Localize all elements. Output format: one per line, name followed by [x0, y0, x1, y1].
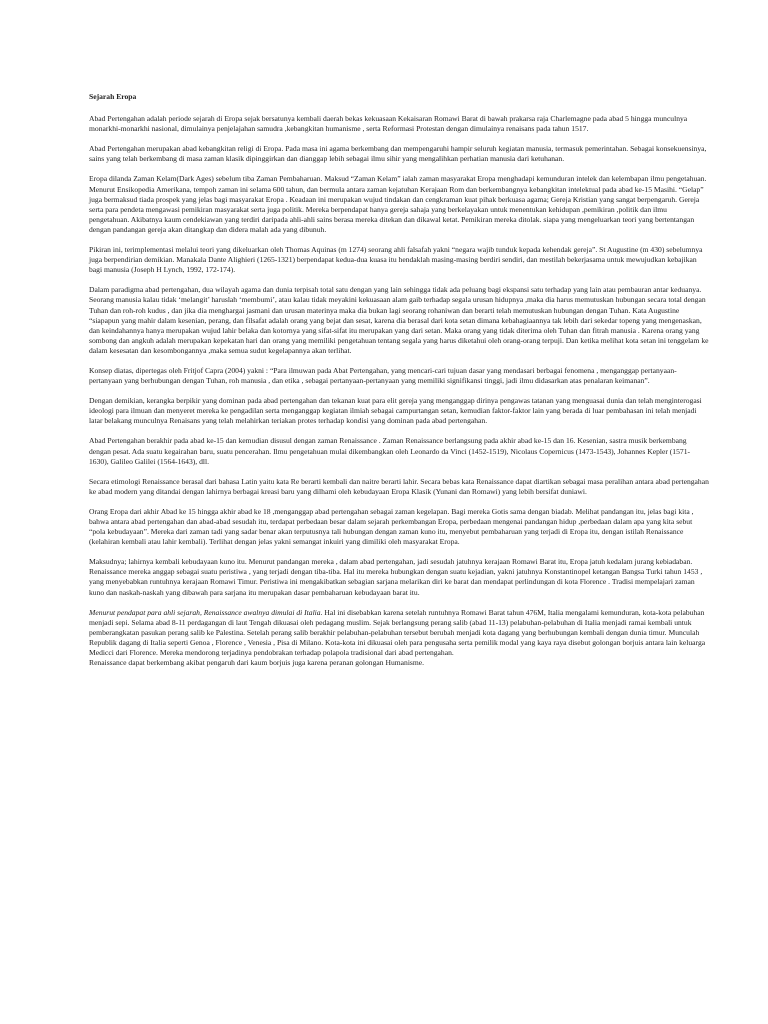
paragraph-religion: Abad Pertengahan merupakan abad kebangkitan religi di Eropa. Pada masa ini agama berkembang dan mempengaruhi hampir seluruh kegiatan manusia, termasuk pemerintahan. Sebagai konsekuensinya, sains yang telah berkembang di masa zaman klasik dipinggirkan dan dianggap lebih sebagai ilmu sihir yang mengalihkan perhatian manusia dari ketuhanan.	[89, 144, 707, 164]
paragraph-italy-body: Hal ini disebabkan karena setelah runtuhnya Romawi Barat tahun 476M, Italia mengalami kemunduran, kota-kota pelabuhan menjadi sepi. Selama abad 8-11 perdagangan di laut Tengah dikuasai oleh pedagang muslim. Sejak berlangsung perang salib (abad 11-13) pelabuhan-pelabuhan di Italia menjadi ramai kembali untuk pemberangkatan pasukan perang salib ke Palestina. Setelah perang salib berakhir pelabuhan-pelabuhan tersebut berubah menjadi kota dagang yang berhubungan kembali dengan dunia timur. Munculah Republik dagang di Italia seperti Genoa , Florence , Venesia , Pisa di Milano. Kota-kota ini dikuasai oleh para pengusaha serta pemilik modal yang kaya raya disebut golongan borjuis antara lain keluarga Medicci dari Florence. Mereka mendorong terjadinya pendobrakan terhadap polapola tradisional dari abad pertengahan.	[89, 607, 706, 658]
paragraph-aquinas: Pikiran ini, terimplementasi melalui teori yang dikeluarkan oleh Thomas Aquinas (m 1274) seorang ahli falsafah yakni “negara wajib tunduk kepada kehendak gereja”. St Augustine (m 430) sebelumnya juga berpendirian demikian. Manakala Dante Alighieri (1265-1321) berpendapat kedua-dua kuasa itu hendaklah masing-masing berdiri sendiri, dan mestilah bekerjasama untuk mewujudkan kebajikan bagi manusia (Joseph H Lynch, 1992, 172-174).	[89, 245, 703, 275]
paragraph-renaissance-start: Abad Pertengahan berakhir pada abad ke-15 dan kemudian disusul dengan zaman Renaissance . Zaman Renaissance berlangsung pada akhir abad ke-15 dan 16. Kesenian, sastra musik berkembang dengan pesat. Ada suatu kegairahan baru, suatu pencerahan. Ilmu pengetahuan mulai dikembangkan oleh Leonardo da Vinci (1452-1519), Nicolaus Copernicus (1473-1543), Johannes Kepler (1571-1630), Galileo Galilei (1564-1643), dll.	[89, 436, 691, 466]
paragraph-etymology: Secara etimologi Renaissance berasal dari bahasa Latin yaitu kata Re berarti kembali dan naitre berarti lahir. Secara bebas kata Renaissance dapat diartikan sebagai masa peralihan antara abad pertengahan ke abad modern yang ditandai dengan lahirnya berbagai kreasi baru yang dilhami oleh kebudayaan Eropa Klasik (Yunani dan Romawi) yang lebih bersifat duniawi.	[89, 476, 709, 496]
paragraph-framework: Dengan demikian, kerangka berpikir yang dominan pada abad pertengahan dan tekanan kuat para elit gereja yang menganggap dirinya pengawas tatanan yang menguasai dunia dan telah menginterogasi ideologi para ilmuan dan menyeret mereka ke pengadilan serta menganggap kegiatan ilmiah sebagai campurtangan setan, kemudian faktor-faktor lain yang berada di luar pembahasan ini telah menjadi latar belakang munculnya Renaisans yang telah melahirkan teriakan protes terhadap kondisi yang dominan pada abad pertengahan.	[89, 396, 702, 426]
document-title: Sejarah Eropa	[89, 92, 137, 101]
paragraph-final-line: Renaissance dapat berkembang akibat pengaruh dari kaum borjuis juga karena peranan golongan Humanisme.	[89, 658, 425, 668]
paragraph-paradigm: Dalam paradigma abad pertengahan, dua wilayah agama dan dunia terpisah total satu dengan yang lain sehingga tidak ada peluang bagi ekspansi satu terhadap yang lain atau pembauran antar keduanya. Seorang manusia kalau tidak ‘melangit’ haruslah ‘membumi’, atau kalau tidak meyakini kekuasaan alam gaib terhadap segala urusan hidupnya ,maka dia harus memutuskan hubungan secara total dengan Tuhan dan roh-roh kudus , dan jika dia menghargai jasmani dan urusan materinya maka dia bukan lagi seorang rohaniwan dan berarti telah memutuskan hubungan dengan Tuhan. Kata Augustine “siapapun yang mahir dalam kesenian, perang, dan filsafat adalah orang yang bejat dan sesat, karena dia berasal dari kota setan dimana kebahagiaannya tak lebih dari sekedar topeng yang mengenaskan, dan keindahannya hanya merupakan wujud lahir belaka dan kotornya yang sifat-sifat itu merupakan yang dari setan. Maka orang yang tidak diterima oleh Tuhan dan fitrah manusia . Karena orang yang sombong dan angkuh adalah merupakan kepekatan hari dan orang yang memiliki pengetahuan tentang segala yang harus diketahui oleh orang-orang terpuji. Dan ketika melihat kota setan ini tenggelam ke dalam kesesatan dan kesombongannya ,maka semua sudut kegelapannya akan terlihat.	[89, 285, 709, 355]
paragraph-capra: Konsep diatas, dipertegas oleh Fritjof Capra (2004) yakni : “Para ilmuwan pada Abat Pertengahan, yang mencari-cari tujuan dasar yang mendasari berbagai fenomena , menganggap pertanyaan-pertanyaan yang berhubungan dengan Tuhan, roh manusia , dan etika , sebagai pertanyaan-pertanyaan yang memiliki signifikansi tinggi, jadi ilmu didasarkan atas penalaran keimanan”.	[89, 365, 677, 386]
paragraph-dark-ages: Eropa dilanda Zaman Kelam(Dark Ages) sebelum tiba Zaman Pembaharuan. Maksud “Zaman Kelam” ialah zaman masyarakat Eropa menghadapi kemunduran intelek dan kelembapan ilmu pengetahuan. Menurut Ensikopedia Amerikana, tempoh zaman ini selama 600 tahun, dan bermula antara zaman kejatuhan Kerajaan Rom dan berkembangnya kebangkitan intelektual pada abad ke-15 Masihi. “Gelap” juga bermaksud tiada prospek yang jelas bagi masyarakat Eropa . Keadaan ini merupakan wujud tindakan dan cengkraman kuat pihak berkuasa agama; Gereja Kristian yang sangat berpengaruh. Gereja serta para pendeta mengawasi pemikiran masyarakat serta juga politik. Mereka berpendapat hanya gereja sahaja yang berkelayakan untuk menentukan kehidupan ,pemikiran ,politik dan ilmu pengetahuan. Akibatnya kaum cendekiawan yang terdiri daripada ahli-ahli sains berasa mereka ditekan dan dikawal ketat. Pemikiran mereka ditolak. siapa yang mengeluarkan teori yang bertentangan dengan pandangan gereja akan ditangkap dan didera malah ada yang dibunuh.	[89, 174, 707, 234]
paragraph-italy	[89, 608, 709, 658]
document-page	[89, 92, 709, 678]
paragraph-dark-view: Orang Eropa dari akhir Abad ke 15 hingga akhir abad ke 18 ,menganggap abad pertengahan sebagai zaman kegelapan. Bagi mereka Gotis sama dengan biadab. Melihat pandangan itu, jelas bagi kita , bahwa antara abad pertengahan dan abad-abad sesudah itu, terdapat perbedaan besar dalam sejarah perkembangan Eropa, perbedaan mengenai pandangan hidup ,perbedaan dalam apa yang kita sebut “pola kebudayaan”. Mereka dari zaman tadi yang sadar benar akan terputusnya tali hubungan dengan zaman kuno itu, menyebut pembaharuan yang terjadi di Eropa itu, dengan istilah Renaissance (kelahiran kembali atau lahir kembali). Terlihat dengan jelas yakni semangat inkuiri yang dimiliki oleh masyarakat Eropa.	[89, 506, 694, 547]
paragraph-constantinople: Maksudnya; lahirnya kembali kebudayaan kuno itu. Menurut pandangan mereka , dalam abad pertengahan, jadi sesudah jatuhnya kerajaan Romawi Barat itu, Eropa jatuh kedalam jurang kebiadaban. Renaissance mereka anggap sebagai suatu peristiwa , yang terjadi dengan tiba-tiba. Hal itu mereka hubungkan dengan suatu kejadian, yakni jatuhnya Konstantinopel ketangan Bangsa Turki tahun 1453 , yang menyebabkan runtuhnya kerajaan Romawi Timur. Peristiwa ini mengakibatkan sebagian sarjana melarikan diri ke barat dan mendapat perlindungan di kota Florence . Tradisi mempelajari zaman kuno dan naskah-naskah yang dibawah para sarjana itu merupakan dasar pembaharuan kebudayaan barat itu.	[89, 557, 703, 597]
paragraph-italy-lead: Menurut pendapat para ahli sejarah, Renaissance awalnya dimulai di Italia.	[89, 607, 323, 617]
paragraph-intro: Abad Pertengahan adalah periode sejarah di Eropa sejak bersatunya kembali daerah bekas kekuasaan Kekaisaran Romawi Barat di bawah prakarsa raja Charlemagne pada abad 5 hingga munculnya monarkhi-monarkhi nasional, dimulainya penjelajahan samudra ,kebangkitan humanisme , serta Reformasi Protestan dengan dimulainya renaisans pada tahun 1517.	[89, 114, 688, 134]
